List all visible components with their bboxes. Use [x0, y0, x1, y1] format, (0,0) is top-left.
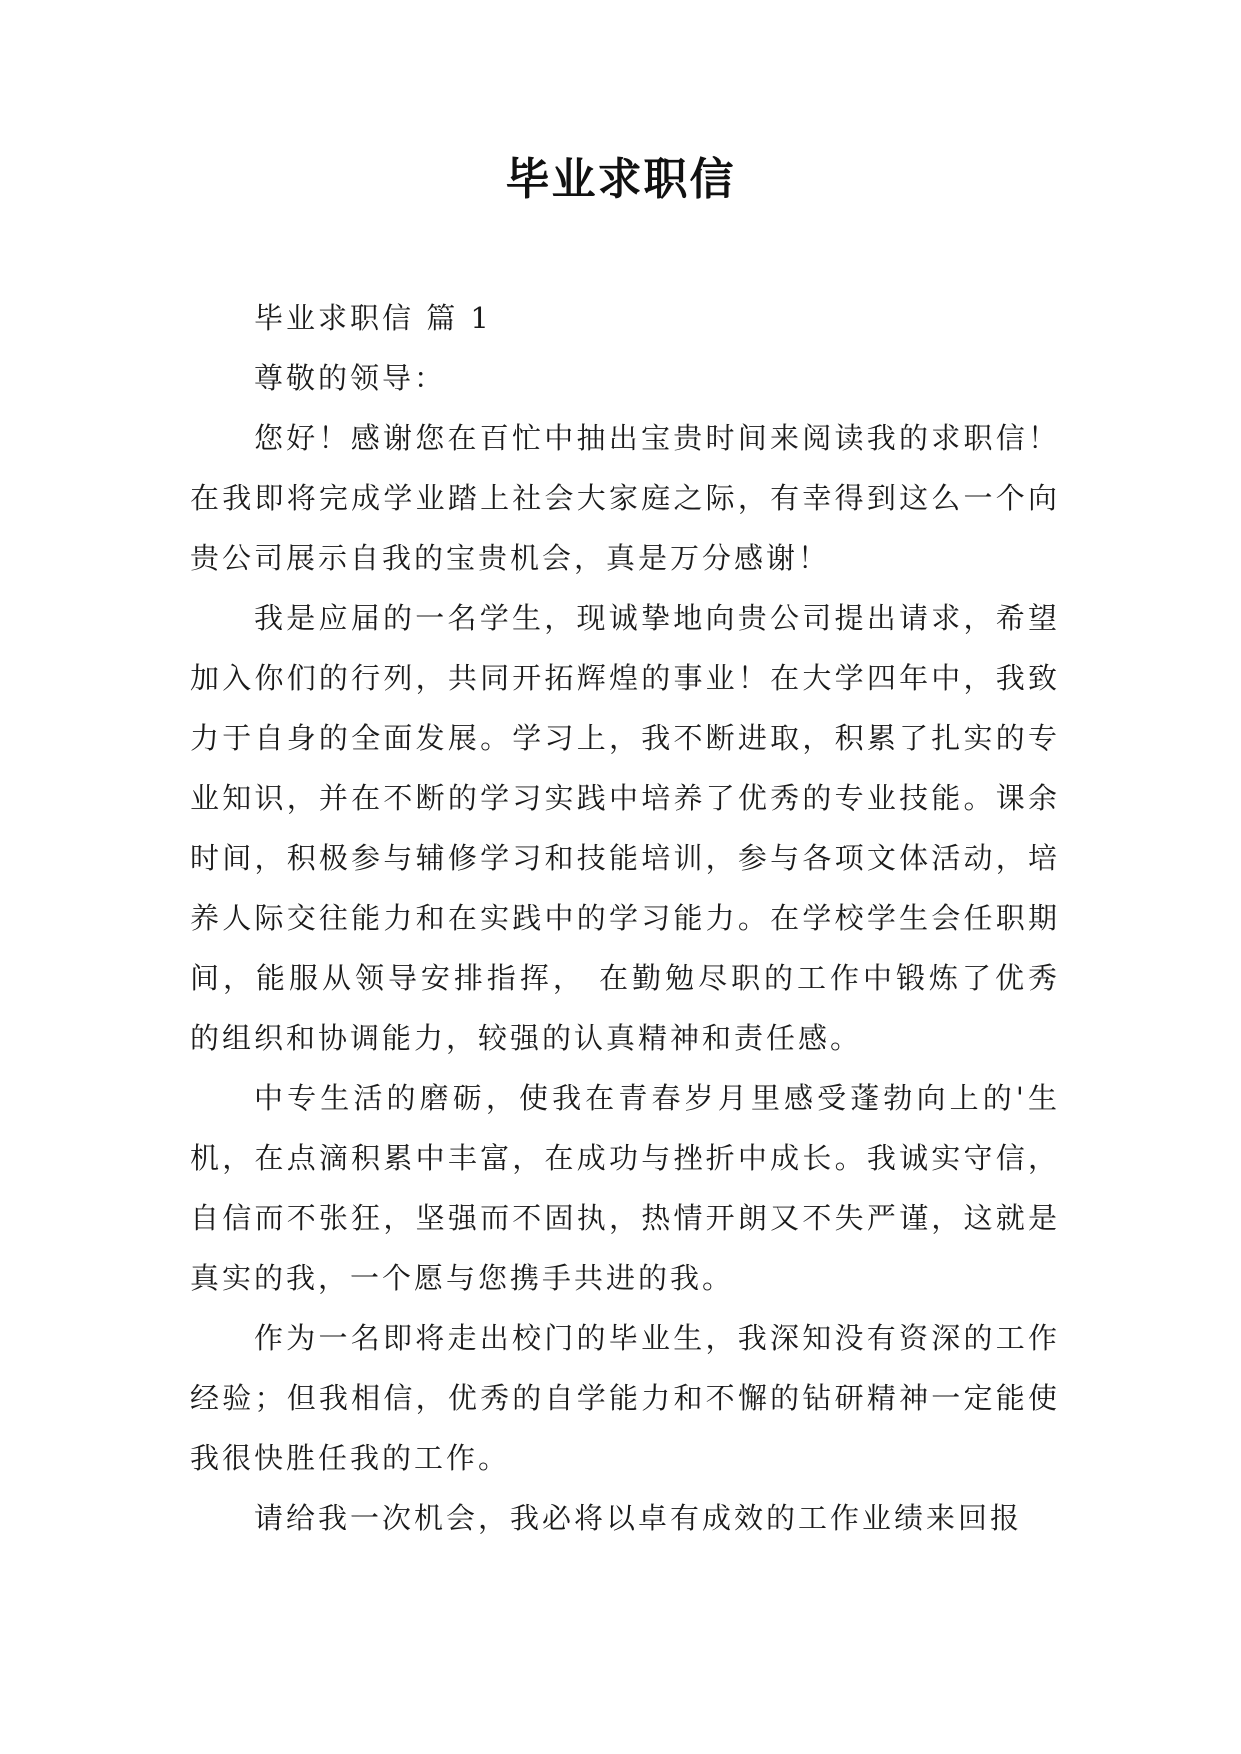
section-heading: 毕业求职信 篇 1 — [254, 301, 492, 335]
paragraph-character: 中专生活的磨砺，使我在青春岁月里感受蓬勃向上的'生机，在点滴积累中丰富，在成功与挫折中成长。我诚实守信，自信而不张狂，坚强而不固执，热情开朗又不失严谨，这就是真实的我，一个愿与您携手共进的我。 — [190, 1081, 1060, 1295]
document-title: 毕业求职信 — [505, 154, 736, 205]
salutation: 尊敬的领导： — [254, 361, 447, 395]
paragraph-experience: 作为一名即将走出校门的毕业生，我深知没有资深的工作经验；但我相信，优秀的自学能力和不懈的钻研精神一定能使我很快胜任我的工作。 — [190, 1321, 1060, 1475]
paragraph-request: 请给我一次机会，我必将以卓有成效的工作业绩来回报 — [254, 1501, 1023, 1535]
paragraph-introduction: 我是应届的一名学生，现诚挚地向贵公司提出请求，希望加入你们的行列，共同开拓辉煌的事业！在大学四年中，我致力于自身的全面发展。学习上，我不断进取，积累了扎实的专业知识，并在不断的学习实践中培养了优秀的专业技能。课余时间，积极参与辅修学习和技能培训，参与各项文体活动，培养人际交往能力和在实践中的学习能力。在学校学生会任职期间，能服从领导安排指挥， 在勤勉尽职的工作中锻炼了优秀的组织和协调能力，较强的认真精神和责任感。 — [190, 601, 1060, 1055]
paragraph-greeting: 您好！感谢您在百忙中抽出宝贵时间来阅读我的求职信！在我即将完成学业踏上社会大家庭之际，有幸得到这么一个向贵公司展示自我的宝贵机会，真是万分感谢！ — [190, 421, 1060, 575]
document-body — [190, 288, 1060, 1548]
